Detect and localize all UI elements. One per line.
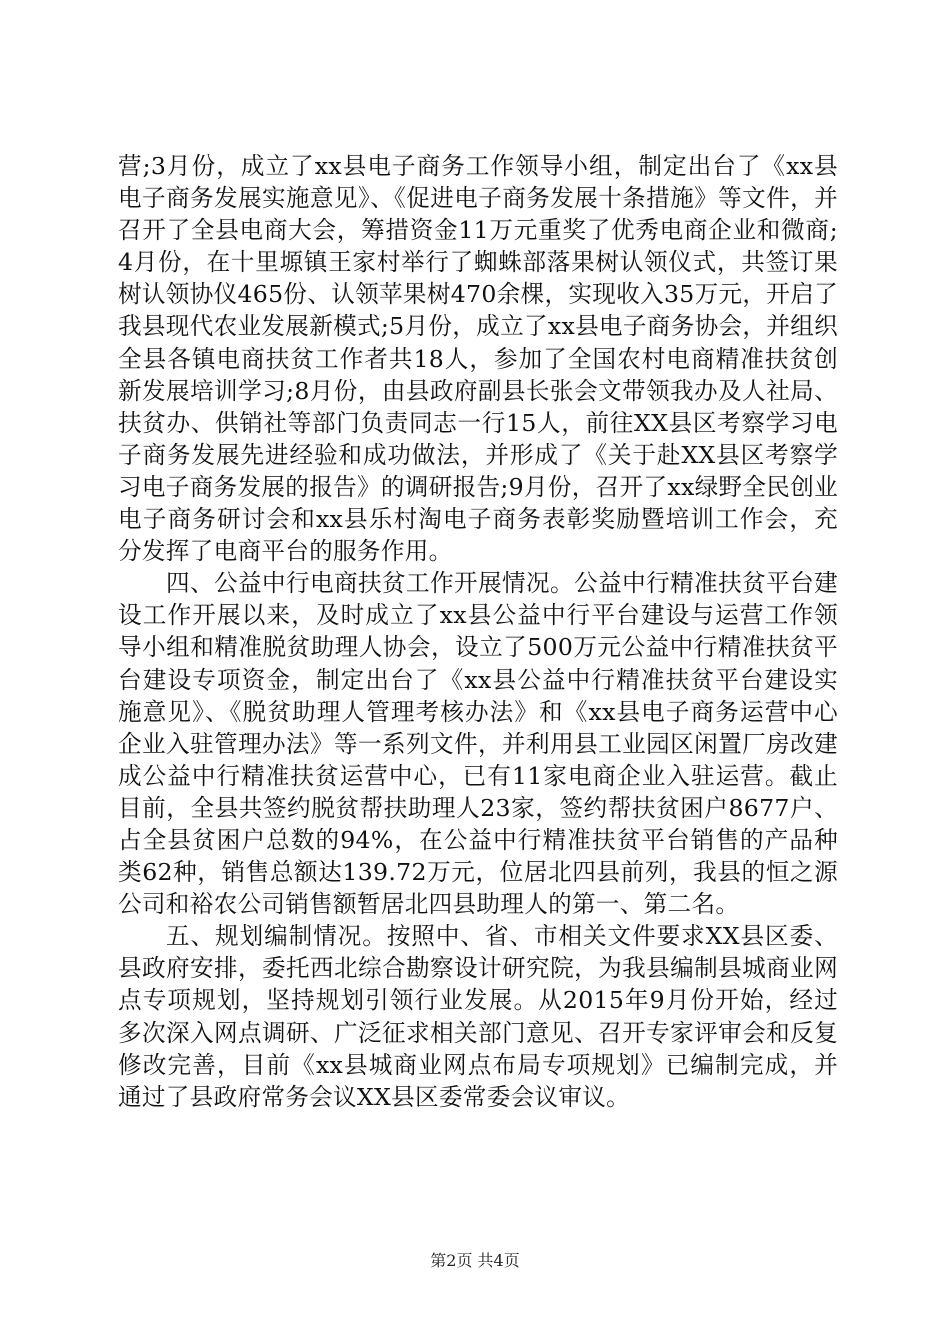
- page-footer: 第2页 共4页: [430, 1251, 520, 1270]
- paragraph-section-five: 五、规划编制情况。按照中、省、市相关文件要求XX县区委、县政府安排，委托西北综合勘察设计研究院，为我县编制县城商业网点专项规划，坚持规划引领行业发展。从2015年9月份开始，经过多次深入网点调研、广泛征求相关部门意见、召开专家评审会和反复修改完善，目前《xx县城商业网点布局专项规划》已编制完成，并通过了县政府常务会议XX县区委常委会议审议。: [118, 922, 838, 1111]
- paragraph-continuation: 营;3月份，成立了xx县电子商务工作领导小组，制定出台了《xx县电子商务发展实施意见》、《促进电子商务发展十条措施》等文件，并召开了全县电商大会，筹措资金11万元重奖了优秀电商企业和微商;4月份，在十里塬镇王家村举行了蜘蛛部落果树认领仪式，共签订果树认领协仪465份、认领苹果树470余棵，实现收入35万元，开启了我县现代农业发展新模式;5月份，成立了xx县电子商务协会，并组织全县各镇电商扶贫工作者共18人，参加了全国农村电商精准扶贫创新发展培训学习;8月份，由县政府副县长张会文带领我办及人社局、扶贫办、供销社等部门负责同志一行15人，前往XX县区考察学习电子商务发展先进经验和成功做法，并形成了《关于赴XX县区考察学习电子商务发展的报告》的调研报告;9月份，召开了xx绿野全民创业电子商务研讨会和xx县乐村淘电子商务表彰奖励暨培训工作会，充分发挥了电商平台的服务作用。: [118, 152, 838, 566]
- document-body: [118, 150, 838, 1113]
- paragraph-section-four: 四、公益中行电商扶贫工作开展情况。公益中行精准扶贫平台建设工作开展以来，及时成立了xx县公益中行平台建设与运营工作领导小组和精准脱贫助理人协会，设立了500万元公益中行精准扶贫平台建设专项资金，制定出台了《xx县公益中行精准扶贫平台建设实施意见》、《脱贫助理人管理考核办法》和《xx县电子商务运营中心企业入驻管理办法》等一系列文件，并利用县工业园区闲置厂房改建成公益中行精准扶贫运营中心，已有11家电商企业入驻运营。截止目前，全县共签约脱贫帮扶助理人23家，签约帮扶贫困户8677户、占全县贫困户总数的94%，在公益中行精准扶贫平台销售的产品种类62种，销售总额达139.72万元，位居北四县前列，我县的恒之源公司和裕农公司销售额暂居北四县助理人的第一、第二名。: [118, 569, 838, 919]
